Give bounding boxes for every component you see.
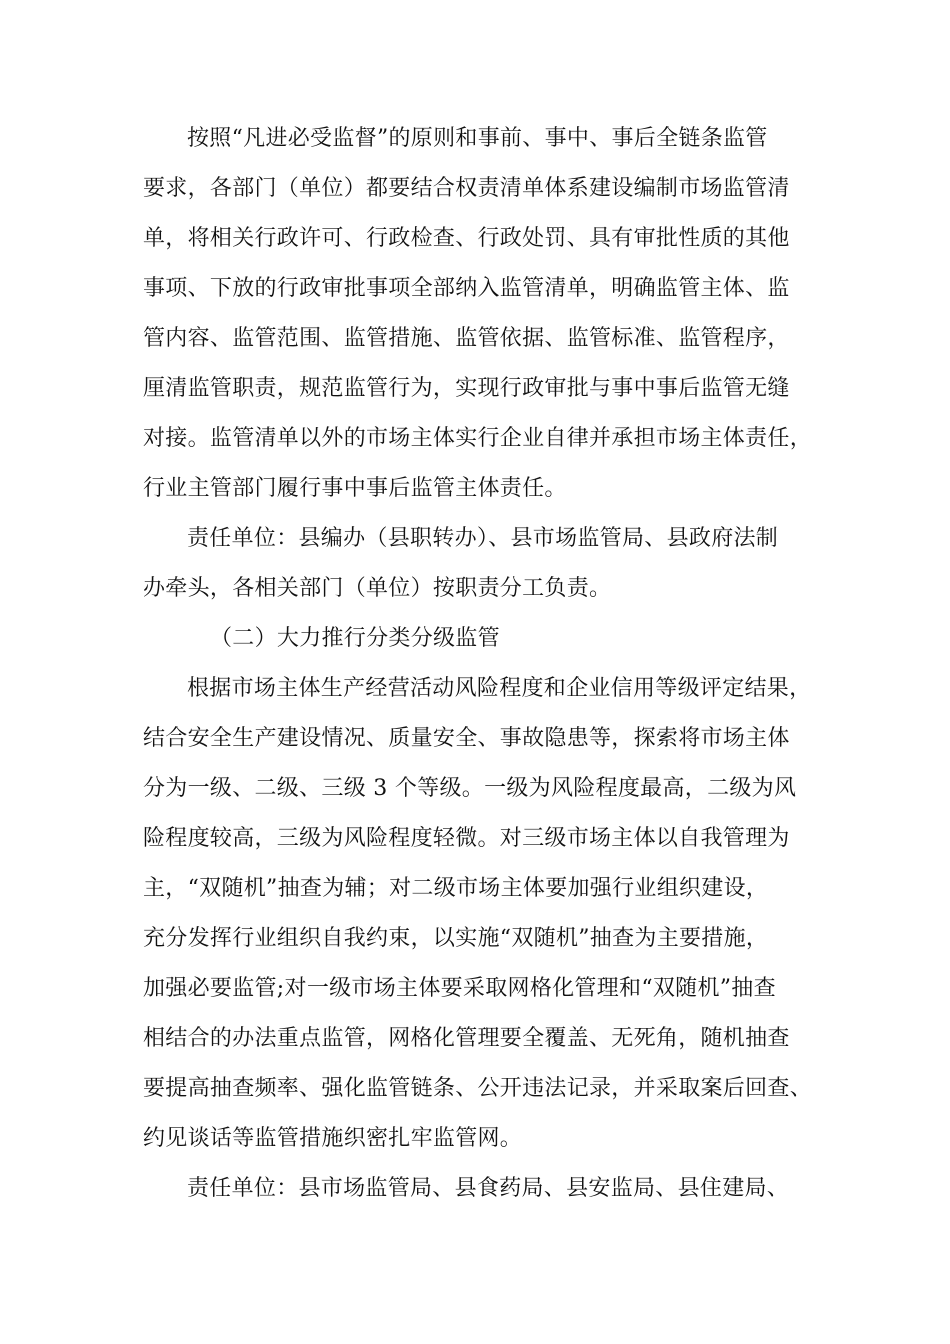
- paragraph-2-line-7: 加强必要监管;对一级市场主体要采取网格化管理和“双随机”抽查: [143, 976, 776, 1001]
- paragraph-1-line-8: 行业主管部门履行事中事后监管主体责任。: [143, 476, 567, 501]
- paragraph-2-line-2: 结合安全生产建设情况、质量安全、事故隐患等，探索将市场主体: [143, 726, 790, 751]
- paragraph-2-line-10: 约见谈话等监管措施织密扎牢监管网。: [143, 1126, 523, 1151]
- paragraph-2-line-3: 分为一级、二级、三级 3 个等级。一级为风险程度最高，二级为风: [143, 776, 797, 801]
- paragraph-2-line-8: 相结合的办法重点监管，网格化管理要全覆盖、无死角，随机抽查: [143, 1026, 790, 1051]
- paragraph-1-line-3: 单，将相关行政许可、行政检查、行政处罚、具有审批性质的其他: [143, 226, 790, 251]
- section-heading: （二）大力推行分类分级监管: [210, 626, 500, 651]
- paragraph-2-line-1: 根据市场主体生产经营活动风险程度和企业信用等级评定结果，: [187, 676, 812, 701]
- responsibility-1-line-2: 办牵头，各相关部门（单位）按职责分工负责。: [143, 576, 612, 601]
- paragraph-1-line-6: 厘清监管职责，规范监管行为，实现行政审批与事中事后监管无缝: [143, 376, 790, 401]
- paragraph-1-line-7: 对接。监管清单以外的市场主体实行企业自律并承担市场主体责任，: [143, 426, 813, 451]
- paragraph-1-line-1: 按照“凡进必受监督”的原则和事前、事中、事后全链条监管: [187, 126, 768, 151]
- paragraph-1-line-4: 事项、下放的行政审批事项全部纳入监管清单，明确监管主体、监: [143, 276, 790, 301]
- paragraph-2-line-6: 充分发挥行业组织自我约束，以实施“双随机”抽查为主要措施，: [143, 926, 769, 951]
- responsibility-1-line-1: 责任单位：县编办（县职转办）、县市场监管局、县政府法制: [187, 526, 779, 551]
- paragraph-1-line-5: 管内容、监管范围、监管措施、监管依据、监管标准、监管程序，: [143, 326, 790, 351]
- responsibility-2-line-1: 责任单位：县市场监管局、县食药局、县安监局、县住建局、: [187, 1176, 790, 1201]
- paragraph-2-line-5: 主，“双随机”抽查为辅；对二级市场主体要加强行业组织建设，: [143, 876, 769, 901]
- paragraph-2-line-9: 要提高抽查频率、强化监管链条、公开违法记录，并采取案后回查、: [143, 1076, 813, 1101]
- paragraph-1-line-2: 要求，各部门（单位）都要结合权责清单体系建设编制市场监管清: [143, 176, 790, 201]
- paragraph-2-line-4: 险程度较高，三级为风险程度轻微。对三级市场主体以自我管理为: [143, 826, 790, 851]
